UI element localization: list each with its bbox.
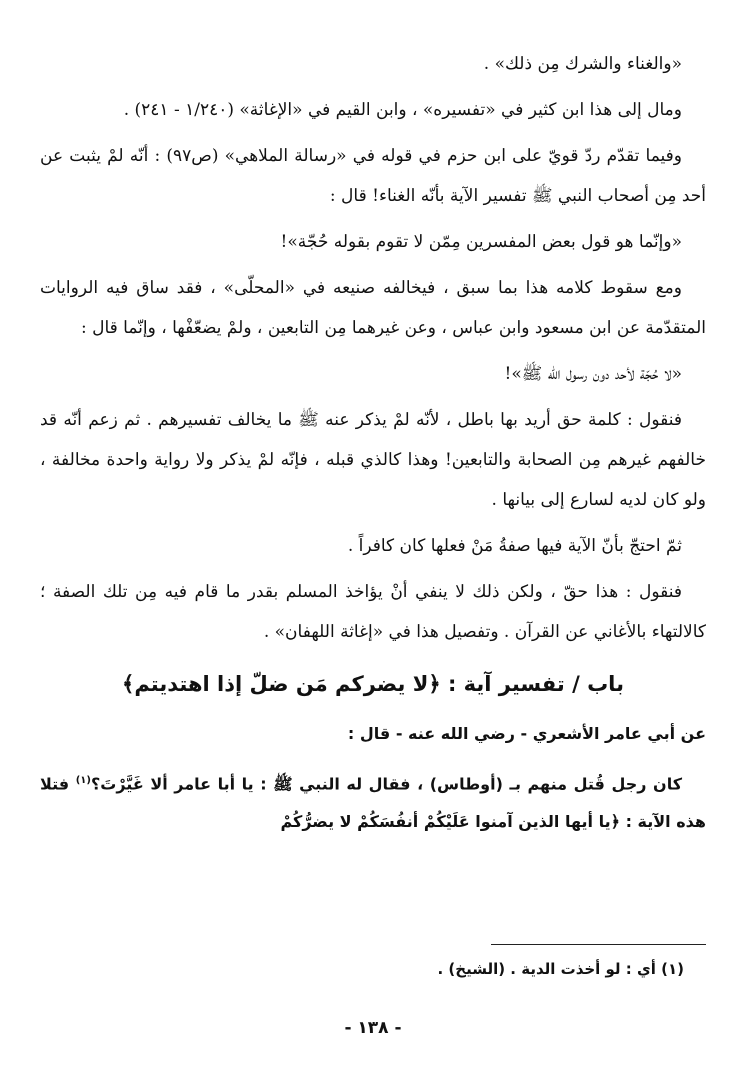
paragraph-8: ثمّ احتجّ بأنّ الآية فيها صفةُ مَنْ فعلها كان كافراً . [347,536,682,556]
hadith-text-part2: فتلا هذه الآية : ﴿يا أيها الذين آمنوا عَلَيْكُمْ أنفُسَكُمْ لا يضرُّكُمْ [40,774,706,832]
footnote-marker: (١) [75,775,91,786]
hadith-text-part1: كان رجل قُتل منهم بـ (أوطاس) ، فقال له النبي ﷺ : يا أبا عامر ألا غَيَّرْتَ؟ [90,774,682,794]
paragraph-5: ومع سقوط كلامه هذا بما سبق ، فيخالفه صنيعه في «المحلّى» ، فقد ساق فيه الروايات المتقدّمة عن ابن مسعود وابن عباس ، وعن غيرهما مِن التابعين ، ولمْ يضعّفْها ، وإنّما قال : [40,278,706,338]
paragraph-1: «والغناء والشرك مِن ذلك» . [483,54,682,74]
chapter-title: باب / تفسير آية : ﴿لا يضركم مَن ضلّ إذا اهتديتم﴾ [122,672,624,696]
hadith-text [40,762,706,841]
paragraph-2: ومال إلى هذا ابن كثير في «تفسيره» ، وابن القيم في «الإغاثة» (١/٢٤٠ - ٢٤١) . [123,100,682,120]
footnote-divider [491,944,706,945]
paragraph-3: وفيما تقدّم ردّ قويّ على ابن حزم في قوله في «رسالة الملاهي» (ص٩٧) : أنّه لمْ يثبت عن أحد مِن أصحاب النبي ﷺ تفسير الآية بأنّه الغناء! قال : [40,146,706,206]
page-body [40,44,706,857]
paragraph-4: «وإنّما هو قول بعض المفسرين مِمّن لا تقوم بقوله حُجّة»! [280,232,682,252]
paragraph-7: فنقول : كلمة حق أريد بها باطل ، لأنّه لمْ يذكر عنه ﷺ ما يخالف تفسيرهم . ثم زعم أنّه قد خالفهم غيرهم مِن الصحابة والتابعين! وهذا كالذي قبله ، فإنّه لمْ يذكر ولا رواية واحدة مخالفة ، ولو كان لديه لسارع إلى بيانها . [40,410,706,510]
narrator-line: عن أبي عامر الأشعري - رضي الله عنه - قال : [347,724,706,743]
paragraph-6: «لا حُجّة لأحد دون رسول الله ﷺ»! [504,364,682,384]
footnote: (١) أي : لو أخذت الدية . (الشيخ) . [437,960,684,978]
paragraph-9: فنقول : هذا حقّ ، ولكن ذلك لا ينفي أنْ يؤاخذ المسلم بقدر ما قام فيه مِن تلك الصفة ؛ كالالتهاء بالأغاني عن القرآن . وتفصيل هذا في «إغاثة اللهفان» . [40,582,706,642]
page-number: - ١٣٨ - [344,1018,402,1038]
